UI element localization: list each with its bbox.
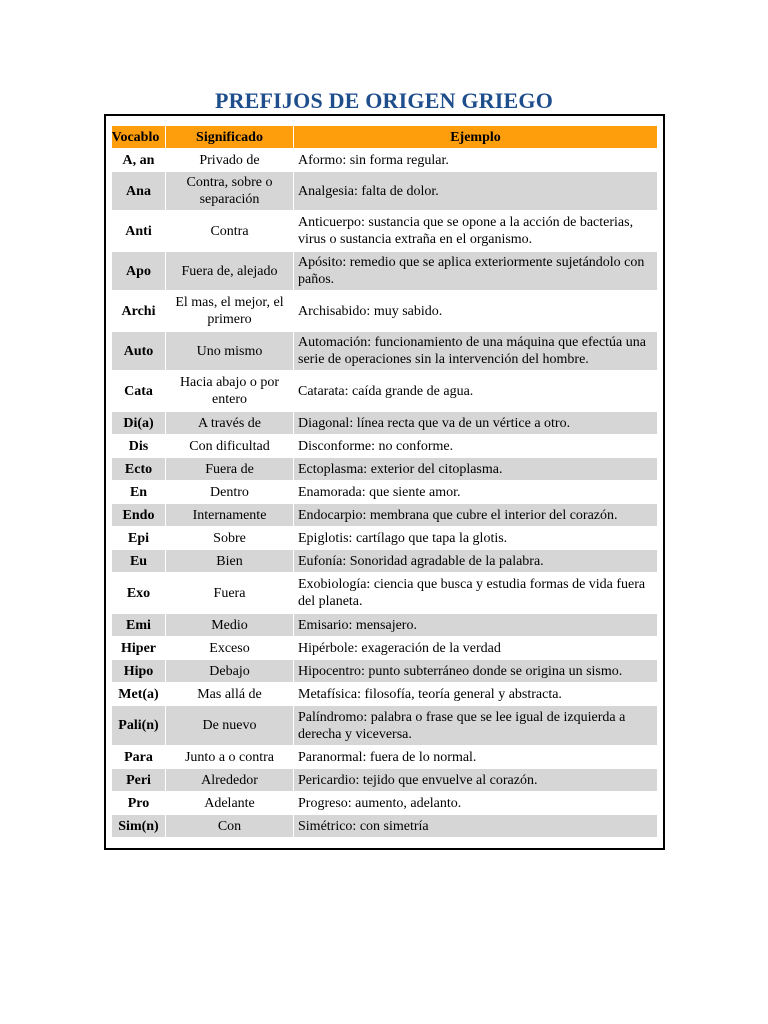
cell-prefix: Pali(n) xyxy=(112,706,166,746)
cell-prefix: Exo xyxy=(112,573,166,614)
cell-example: Metafísica: filosofía, teoría general y abstracta. xyxy=(294,683,658,706)
cell-prefix: Ana xyxy=(112,172,166,211)
cell-prefix: Endo xyxy=(112,504,166,527)
table-row xyxy=(112,614,658,637)
cell-meaning: Alrededor xyxy=(166,769,294,792)
cell-meaning: A través de xyxy=(166,412,294,435)
table-row xyxy=(112,706,658,746)
cell-example: Enamorada: que siente amor. xyxy=(294,481,658,504)
prefix-table xyxy=(112,126,658,838)
cell-prefix: Sim(n) xyxy=(112,815,166,838)
header-significado: Significado xyxy=(166,126,294,149)
cell-example: Disconforme: no conforme. xyxy=(294,435,658,458)
cell-prefix: Dis xyxy=(112,435,166,458)
table-row xyxy=(112,769,658,792)
cell-meaning: Dentro xyxy=(166,481,294,504)
cell-meaning: Con xyxy=(166,815,294,838)
cell-meaning: Junto a o contra xyxy=(166,746,294,769)
cell-example: Paranormal: fuera de lo normal. xyxy=(294,746,658,769)
cell-prefix: Apo xyxy=(112,252,166,291)
cell-example: Progreso: aumento, adelanto. xyxy=(294,792,658,815)
cell-example: Exobiología: ciencia que busca y estudia formas de vida fuera del planeta. xyxy=(294,573,658,614)
cell-prefix: Di(a) xyxy=(112,412,166,435)
cell-example: Endocarpio: membrana que cubre el interior del corazón. xyxy=(294,504,658,527)
cell-meaning: Privado de xyxy=(166,149,294,172)
table-row xyxy=(112,637,658,660)
table-row xyxy=(112,660,658,683)
cell-example: Archisabido: muy sabido. xyxy=(294,291,658,332)
table-row xyxy=(112,746,658,769)
cell-meaning: Fuera xyxy=(166,573,294,614)
cell-prefix: Cata xyxy=(112,371,166,412)
table-row xyxy=(112,172,658,211)
cell-example: Anticuerpo: sustancia que se opone a la acción de bacterias, virus o sustancia extraña en el organismo. xyxy=(294,211,658,252)
cell-meaning: Contra, sobre o separación xyxy=(166,172,294,211)
table-row xyxy=(112,211,658,252)
cell-example: Ectoplasma: exterior del citoplasma. xyxy=(294,458,658,481)
table-row xyxy=(112,792,658,815)
cell-prefix: Hipo xyxy=(112,660,166,683)
header-ejemplo: Ejemplo xyxy=(294,126,658,149)
table-row xyxy=(112,371,658,412)
cell-example: Palíndromo: palabra o frase que se lee igual de izquierda a derecha y viceversa. xyxy=(294,706,658,746)
table-row xyxy=(112,527,658,550)
cell-meaning: De nuevo xyxy=(166,706,294,746)
cell-prefix: Archi xyxy=(112,291,166,332)
cell-example: Apósito: remedio que se aplica exteriormente sujetándolo con paños. xyxy=(294,252,658,291)
cell-example: Catarata: caída grande de agua. xyxy=(294,371,658,412)
cell-meaning: Sobre xyxy=(166,527,294,550)
cell-prefix: En xyxy=(112,481,166,504)
cell-example: Pericardio: tejido que envuelve al corazón. xyxy=(294,769,658,792)
page-title: PREFIJOS DE ORIGEN GRIEGO xyxy=(214,88,554,113)
cell-example: Aformo: sin forma regular. xyxy=(294,149,658,172)
cell-example: Emisario: mensajero. xyxy=(294,614,658,637)
table-header-row xyxy=(112,126,658,149)
cell-prefix: Auto xyxy=(112,332,166,371)
cell-meaning: Fuera de xyxy=(166,458,294,481)
cell-meaning: Uno mismo xyxy=(166,332,294,371)
cell-prefix: Ecto xyxy=(112,458,166,481)
cell-example: Hipocentro: punto subterráneo donde se origina un sismo. xyxy=(294,660,658,683)
cell-example: Automación: funcionamiento de una máquina que efectúa una serie de operaciones sin la intervención del hombre. xyxy=(294,332,658,371)
cell-meaning: Exceso xyxy=(166,637,294,660)
cell-prefix: Epi xyxy=(112,527,166,550)
cell-meaning: Contra xyxy=(166,211,294,252)
cell-prefix: Emi xyxy=(112,614,166,637)
cell-meaning: Mas allá de xyxy=(166,683,294,706)
table-row xyxy=(112,550,658,573)
cell-prefix: Met(a) xyxy=(112,683,166,706)
cell-prefix: Hiper xyxy=(112,637,166,660)
cell-meaning: Debajo xyxy=(166,660,294,683)
cell-example: Hipérbole: exageración de la verdad xyxy=(294,637,658,660)
table-row xyxy=(112,815,658,838)
cell-meaning: Bien xyxy=(166,550,294,573)
cell-prefix: Peri xyxy=(112,769,166,792)
table-row xyxy=(112,481,658,504)
cell-prefix: Anti xyxy=(112,211,166,252)
table-row xyxy=(112,573,658,614)
header-vocablo: Vocablo xyxy=(112,126,166,149)
cell-prefix: Para xyxy=(112,746,166,769)
cell-example: Analgesia: falta de dolor. xyxy=(294,172,658,211)
cell-meaning: Adelante xyxy=(166,792,294,815)
table-row xyxy=(112,683,658,706)
cell-example: Eufonía: Sonoridad agradable de la palabra. xyxy=(294,550,658,573)
cell-example: Simétrico: con simetría xyxy=(294,815,658,838)
table-row xyxy=(112,149,658,172)
table-row xyxy=(112,412,658,435)
cell-prefix: A, an xyxy=(112,149,166,172)
cell-meaning: Fuera de, alejado xyxy=(166,252,294,291)
table-row xyxy=(112,458,658,481)
cell-meaning: Hacia abajo o por entero xyxy=(166,371,294,412)
cell-example: Epiglotis: cartílago que tapa la glotis. xyxy=(294,527,658,550)
table-row xyxy=(112,435,658,458)
table-row xyxy=(112,291,658,332)
table-frame xyxy=(104,114,665,850)
table-row xyxy=(112,252,658,291)
cell-meaning: Medio xyxy=(166,614,294,637)
cell-meaning: El mas, el mejor, el primero xyxy=(166,291,294,332)
cell-prefix: Eu xyxy=(112,550,166,573)
table-row xyxy=(112,332,658,371)
cell-meaning: Internamente xyxy=(166,504,294,527)
cell-meaning: Con dificultad xyxy=(166,435,294,458)
cell-prefix: Pro xyxy=(112,792,166,815)
table-row xyxy=(112,504,658,527)
cell-example: Diagonal: línea recta que va de un vértice a otro. xyxy=(294,412,658,435)
